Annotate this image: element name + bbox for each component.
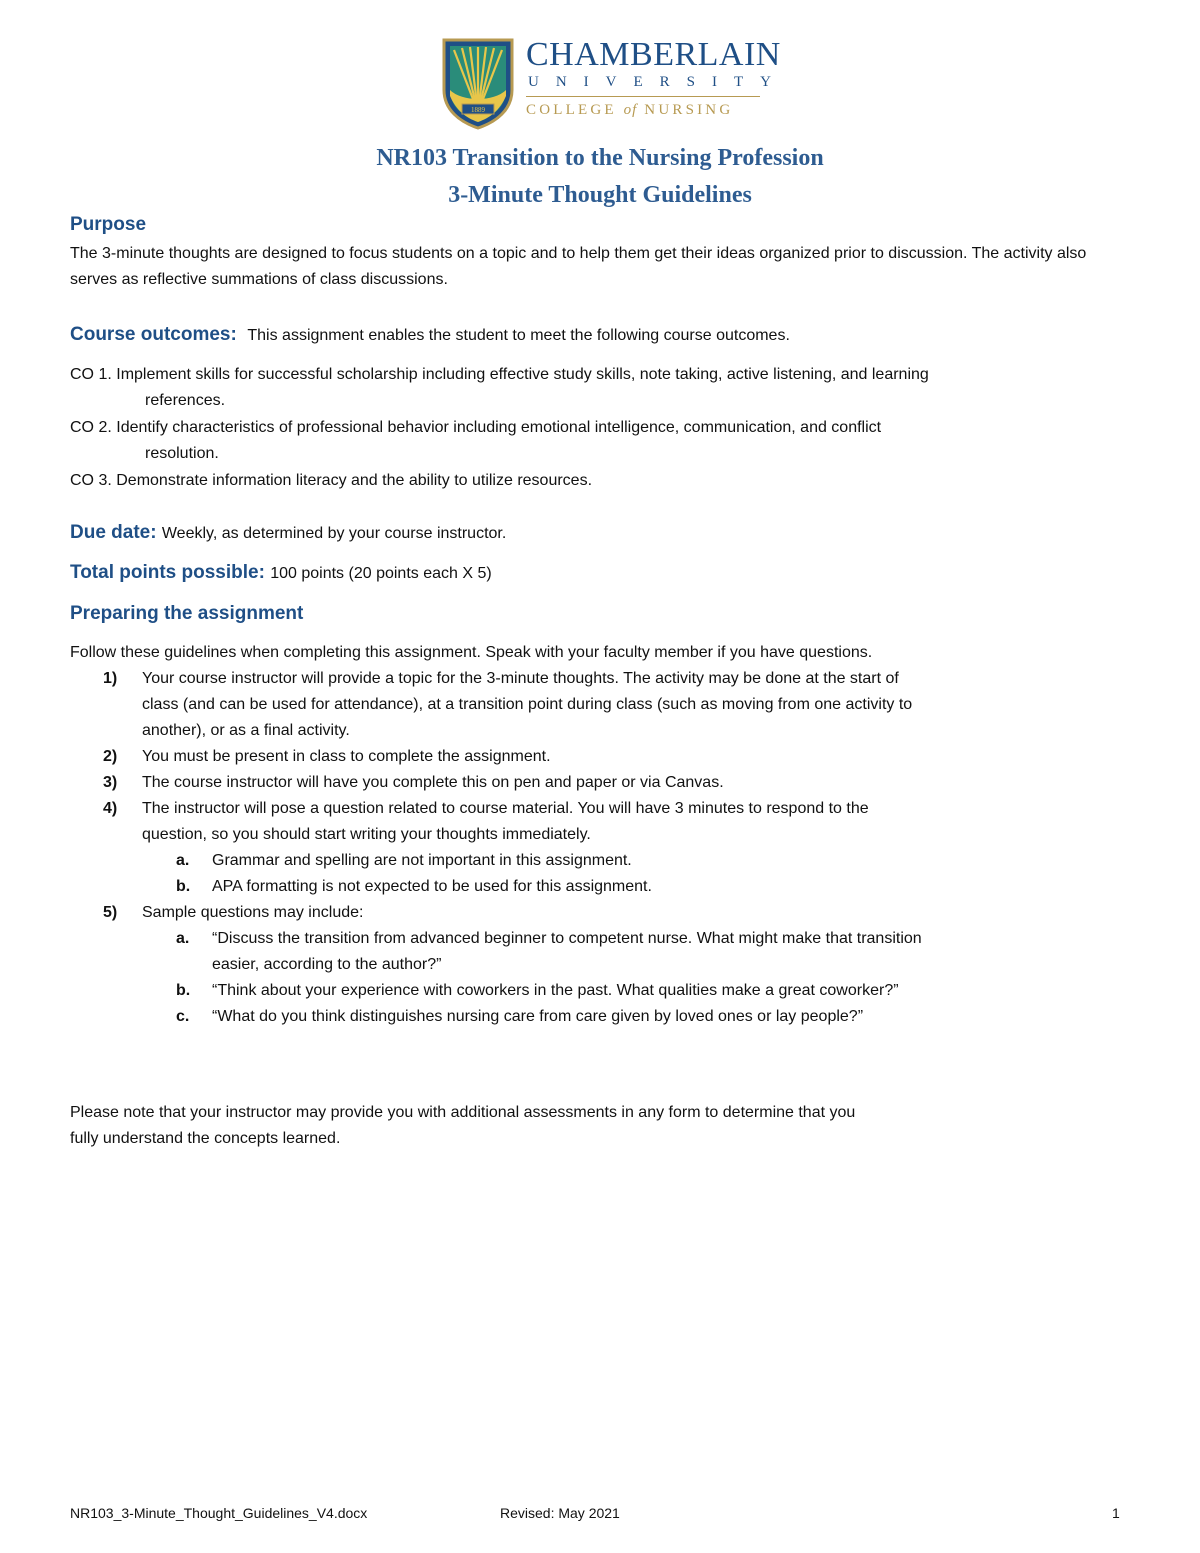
footer-filename: NR103_3-Minute_Thought_Guidelines_V4.docx xyxy=(70,1505,368,1521)
due-date-heading: Due date: Weekly, as determined by your course instructor. xyxy=(70,522,507,543)
logo-line-chamberlain: CHAMBERLAIN xyxy=(526,36,781,73)
due-date-text: Weekly, as determined by your course instructor. xyxy=(161,525,507,542)
list-item: 5) Sample questions may include: xyxy=(103,904,364,921)
course-outcomes-intro: This assignment enables the student to meet the following course outcomes. xyxy=(247,327,790,344)
closing-note: Please note that your instructor may provide you with additional assessments in any form to determine that you fully understand the concepts learned. xyxy=(70,1104,856,1147)
purpose-text: The 3-minute thoughts are designed to focus students on a topic and to help them get their ideas organized prior to discussion. The activity also serves as reflective summations of class discussions. xyxy=(70,245,1087,288)
list-item: 3) The course instructor will have you complete this on pen and paper or via Canvas. xyxy=(103,774,724,791)
sub-list-item: c. “What do you think distinguishes nursing care from care given by loved ones or lay people?” xyxy=(176,1008,864,1025)
document-title: NR103 Transition to the Nursing Profession xyxy=(376,145,824,171)
course-outcome-item: CO 3. Demonstrate information literacy and the ability to utilize resources. xyxy=(70,472,593,489)
preparing-heading: Preparing the assignment xyxy=(70,603,304,624)
course-outcomes-heading: Course outcomes: This assignment enables the student to meet the following course outcomes. xyxy=(70,324,790,345)
course-outcome-item: CO 2. Identify characteristics of professional behavior including emotional intelligence, communication, and conflict resolution. xyxy=(70,419,882,462)
total-points-heading: Total points possible: 100 points (20 points each X 5) xyxy=(70,562,492,583)
shield-logo-icon xyxy=(440,38,516,130)
sub-list-item: b. APA formatting is not expected to be used for this assignment. xyxy=(176,878,652,895)
preparing-list xyxy=(70,640,1140,1030)
list-item: 1) Your course instructor will provide a topic for the 3-minute thoughts. The activity may be done at the start of class (and can be used for attendance), at a transition point during class (such as moving from one activity to another), or as a final activity. xyxy=(103,670,913,739)
sub-list-item: b. “Think about your experience with coworkers in the past. What qualities make a great coworker?” xyxy=(176,982,899,999)
list-item: 4) The instructor will pose a question related to course material. You will have 3 minutes to respond to the question, so you should start writing your thoughts immediately. xyxy=(103,800,869,843)
document-subtitle: 3-Minute Thought Guidelines xyxy=(448,182,752,208)
logo-line-university: UNIVERSITY xyxy=(528,74,788,90)
logo-line-college: COLLEGE of NURSING xyxy=(526,102,734,118)
purpose-heading: Purpose xyxy=(70,214,147,235)
sub-list-item: a. Grammar and spelling are not important in this assignment. xyxy=(176,852,632,869)
preparing-intro: Follow these guidelines when completing this assignment. Speak with your faculty member if you have questions. xyxy=(70,644,873,661)
footer-revised: Revised: May 2021 xyxy=(500,1505,620,1521)
course-outcome-item: CO 1. Implement skills for successful scholarship including effective study skills, note taking, active listening, and learning references. xyxy=(70,366,929,409)
logo-divider xyxy=(526,96,760,97)
sub-list-item: a. “Discuss the transition from advanced beginner to competent nurse. What might make that transition easier, according to the author?” xyxy=(176,930,922,973)
logo-wordmark xyxy=(526,38,788,118)
total-points-text: 100 points (20 points each X 5) xyxy=(270,565,492,582)
svg-text:1889: 1889 xyxy=(471,106,485,114)
list-item: 2) You must be present in class to complete the assignment. xyxy=(103,748,551,765)
footer-page-number: 1 xyxy=(1112,1505,1120,1521)
university-logo xyxy=(440,36,788,130)
